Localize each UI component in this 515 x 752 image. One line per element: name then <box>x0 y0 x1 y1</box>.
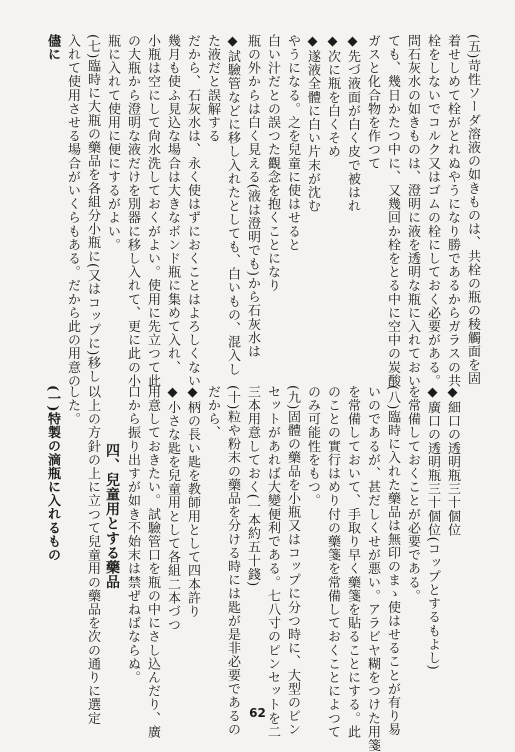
text-column: 着せしめて栓がとれぬやうになり勝であるからガラスの共 <box>445 34 460 388</box>
text-column: 三本用意しておく(一本約五十錢) <box>245 385 260 587</box>
text-column: ◆柄の長い匙を教師用として四本許り <box>185 385 200 619</box>
text-column: の大瓶から澄明な液だけを別器に移し入れて、更に此の小 <box>125 34 140 388</box>
text-column: セットがあれば大變便利である。七八寸のピンセットを二 <box>265 385 280 739</box>
text-column: ガスと化合物を作つて <box>365 34 380 170</box>
text-column: (八)臨時に入れた藥品は無印のまゝ使はせることが有り易 <box>385 385 400 737</box>
text-column: 以上の方針の上に立つて兒童用の藥品を次の通りに選定 <box>85 385 100 725</box>
text-column: (一)特製の滴瓶に入れるもの <box>45 385 60 562</box>
text-column: 入れて使用させる場合がいくらもある。だから此の用意の <box>65 34 80 388</box>
text-column: 瓶に入れて使用に便にするがよい。 <box>105 34 120 252</box>
text-column: のことの實行はめり付の藥箋を常備しておくことによつて <box>325 385 340 739</box>
text-column: だから、 <box>205 385 220 440</box>
text-column: だから、石灰水は、永く使はずにおくことはよろしくない <box>185 34 200 388</box>
text-column: 幾月も使ふ見込な場合は大きなボンド瓶に集めて入れ、 <box>165 34 180 374</box>
text-column: 栓をしないでコルク又はゴムの栓にしておく必要がある。 <box>425 34 440 388</box>
text-column: ◆細口の透明瓶三十個位 <box>445 385 460 537</box>
upper-text-block <box>42 34 482 388</box>
text-column: (十)粒や粉末の藥品を分ける時には匙が是非必要であるの <box>225 385 240 737</box>
text-column: ◆次に瓶を白くそめ <box>325 34 340 159</box>
text-column: 用意しておきたい。試驗管口を瓶の中にさし込んだり、廣 <box>145 385 160 739</box>
section-heading: 四、兒童用とする藥品 <box>104 385 120 590</box>
text-column: 問石灰水の如きものは、澄明に液を透明な瓶に入れておい <box>405 34 420 388</box>
text-column: のみ可能性をもつ。 <box>305 385 320 508</box>
text-column: ◆廣口の透明瓶三十個位(コップとするもよし) <box>425 385 440 671</box>
text-column: ◆先づ液面が白く皮で被はれ <box>345 34 360 213</box>
text-column: 口から振り出すが如き不始末は禁ぜねばならぬ。 <box>125 385 140 685</box>
text-column: ◆遂液全體に白い片末が沈む <box>305 34 320 213</box>
text-column: 白い汁だとの誤つた觀念を抱くことになり <box>265 34 280 293</box>
text-column: (九)固體の藥品を小瓶又はコップに分つ時に、大型のピン <box>285 385 300 737</box>
text-column: 儘に <box>45 34 60 62</box>
page-number: 62 <box>249 706 266 720</box>
text-column: ◆試驗管などに移し入れたとしても、白いもの、混入し <box>225 34 240 376</box>
text-column: ても、幾日かたつ中に、又幾回か栓をとる中に空中の炭酸 <box>385 34 400 388</box>
text-column: た液だと誤解する <box>205 34 220 143</box>
text-column: やうになる。之を兒童に使はせると <box>285 34 300 252</box>
text-column: いのであるが、甚だしくせが悪い。アラビヤ糊をつけた用箋 <box>365 385 380 752</box>
text-column: を常備しておいて、手取り早く藥箋を貼ることにする。此 <box>345 385 360 739</box>
text-column: した。 <box>65 385 80 426</box>
text-column: ◆小さな匙を兒童用として各組二本づつ <box>165 385 180 632</box>
text-column: 小瓶は空にして尙水洗しておくがよい。使用に先立つて此 <box>145 34 160 388</box>
text-column: (五)苛性ソーダ溶液の如きものは、共栓の瓶の稜觸面を固 <box>465 34 480 386</box>
text-column: を常備しておくことが必要である。 <box>405 385 420 603</box>
text-column: 瓶の外からは白く見える(液は澄明でも)から石灰水は <box>245 34 260 359</box>
text-column: (七)臨時に大瓶の藥品を各組分小瓶に(又はコップに)移し <box>85 34 100 384</box>
